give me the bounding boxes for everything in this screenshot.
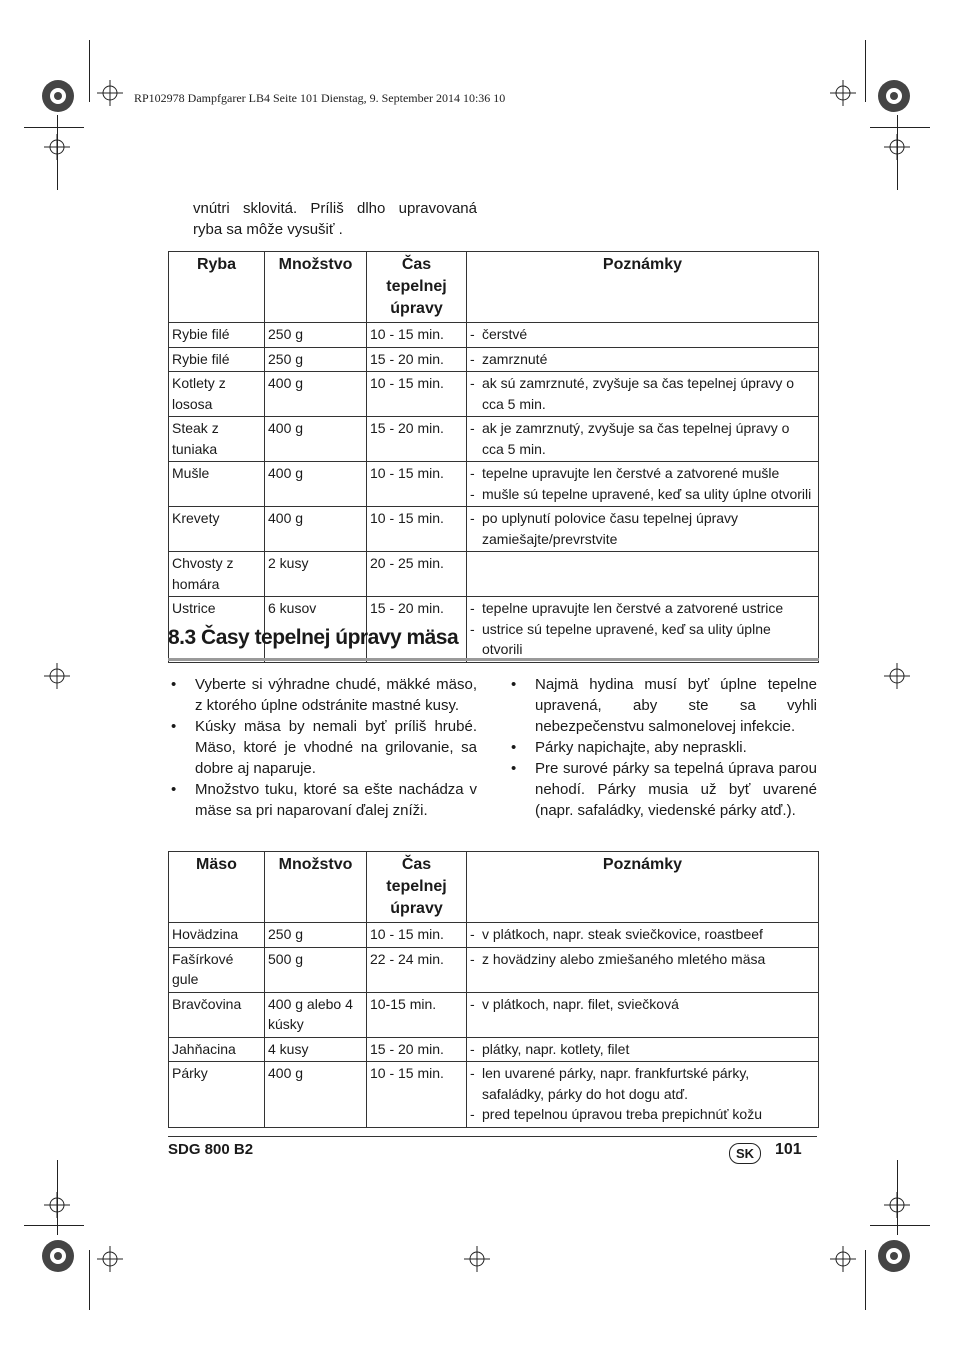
cell-name: Chvosty z homára xyxy=(169,552,265,597)
registration-mark-icon xyxy=(40,1238,76,1274)
cell-name: Mušle xyxy=(169,462,265,507)
note-item: - po uplynutí polovice času tepelnej úpravy zamiešajte/prevrstvite xyxy=(470,508,815,549)
note-item: - plátky, napr. kotlety, filet xyxy=(470,1039,815,1060)
model-number: SDG 800 B2 xyxy=(168,1141,254,1158)
cell-time: 22 - 24 min. xyxy=(367,947,467,992)
crosshair-icon xyxy=(97,1246,123,1272)
cell-name: Fašírkové gule xyxy=(169,947,265,992)
cell-amount: 400 g xyxy=(265,462,367,507)
cell-notes xyxy=(467,1062,819,1128)
cell-time: 20 - 25 min. xyxy=(367,552,467,597)
cell-name: Kotlety z lososa xyxy=(169,372,265,417)
note-item: - pred tepelnou úpravou treba prepichnúť kožu xyxy=(470,1104,815,1125)
cell-amount: 250 g xyxy=(265,323,367,348)
table-row xyxy=(169,347,819,372)
cell-name: Steak z tuniaka xyxy=(169,417,265,462)
cell-time: 10 - 15 min. xyxy=(367,923,467,948)
note-item: - ustrice sú tepelne upravené, keď sa ulity úplne otvorili xyxy=(470,619,815,660)
cell-notes xyxy=(467,1037,819,1062)
table-row xyxy=(169,1062,819,1128)
cell-name: Hovädzina xyxy=(169,923,265,948)
cell-amount: 400 g xyxy=(265,1062,367,1128)
column-header: Poznámky xyxy=(467,852,819,923)
intro-line: ryba sa môže vysušiť . xyxy=(193,221,343,238)
cell-name: Ustrice xyxy=(169,597,265,663)
language-badge: SK xyxy=(729,1143,761,1164)
cell-notes xyxy=(467,417,819,462)
cell-notes xyxy=(467,323,819,348)
crop-mark xyxy=(24,127,84,128)
column-header: Množstvo xyxy=(265,252,367,323)
cell-time: 10 - 15 min. xyxy=(367,1062,467,1128)
bullet-list-right xyxy=(508,674,817,821)
cell-notes xyxy=(467,462,819,507)
table-row xyxy=(169,323,819,348)
column-header: Čas tepelnej úpravy xyxy=(367,252,467,323)
note-item: - čerstvé xyxy=(470,324,815,345)
crop-mark xyxy=(870,127,930,128)
cell-notes xyxy=(467,597,819,663)
print-slug: RP102978 Dampfgarer LB4 Seite 101 Dienstag, 9. September 2014 10:36 10 xyxy=(134,91,506,105)
table-row xyxy=(169,552,819,597)
cell-amount: 400 g xyxy=(265,417,367,462)
registration-mark-icon xyxy=(876,1238,912,1274)
bullet-list-left xyxy=(168,674,477,821)
cell-name: Krevety xyxy=(169,507,265,552)
cell-notes xyxy=(467,347,819,372)
note-item: - ak sú zamrznuté, zvyšuje sa čas tepelnej úpravy o cca 5 min. xyxy=(470,373,815,414)
list-item: • Pre surové párky sa tepelná úprava parou nehodí. Párky musia už byť uvarené (napr. safaládky, viedenské párky atď.). xyxy=(508,758,817,821)
column-header: Množstvo xyxy=(265,852,367,923)
cell-time: 10 - 15 min. xyxy=(367,323,467,348)
note-item: - v plátkoch, napr. steak sviečkovice, roastbeef xyxy=(470,924,815,945)
crosshair-icon xyxy=(44,1192,70,1218)
crosshair-icon xyxy=(464,1246,490,1272)
table-row xyxy=(169,947,819,992)
note-item: - zamrznuté xyxy=(470,349,815,370)
footer-divider xyxy=(168,1136,817,1137)
cell-amount: 2 kusy xyxy=(265,552,367,597)
note-item: - tepelne upravujte len čerstvé a zatvorené mušle xyxy=(470,463,815,484)
page-number: 101 xyxy=(775,1141,802,1158)
note-item: - ak je zamrznutý, zvyšuje sa čas tepelnej úpravy o cca 5 min. xyxy=(470,418,815,459)
intro-line: vnútri sklovitá. Príliš dlho upravovaná xyxy=(193,200,477,217)
column-header: Mäso xyxy=(169,852,265,923)
cell-time: 10 - 15 min. xyxy=(367,462,467,507)
cell-amount: 400 g alebo 4 kúsky xyxy=(265,992,367,1037)
cell-notes xyxy=(467,947,819,992)
crop-mark xyxy=(24,1225,84,1226)
note-item: - tepelne upravujte len čerstvé a zatvorené ustrice xyxy=(470,598,815,619)
section-divider xyxy=(168,658,819,661)
crop-mark xyxy=(870,1225,930,1226)
crosshair-icon xyxy=(97,80,123,106)
table-row xyxy=(169,462,819,507)
list-item: • Najmä hydina musí byť úplne tepelne upravená, aby ste sa vyhli nebezpečenstvu salmonelovej infekcie. xyxy=(508,674,817,737)
cell-time: 10 - 15 min. xyxy=(367,372,467,417)
cell-time: 15 - 20 min. xyxy=(367,597,467,663)
crop-mark xyxy=(89,1250,90,1310)
note-item: - len uvarené párky, napr. frankfurtské párky, safaládky, párky do hot dogu atď. xyxy=(470,1063,815,1104)
table-row xyxy=(169,507,819,552)
crosshair-icon xyxy=(830,80,856,106)
crosshair-icon xyxy=(884,1192,910,1218)
cell-notes xyxy=(467,923,819,948)
cell-amount: 250 g xyxy=(265,923,367,948)
table-row xyxy=(169,372,819,417)
list-item: • Vyberte si výhradne chudé, mäkké mäso, z ktorého úplne odstránite mastné kusy. xyxy=(168,674,477,716)
list-item: • Párky napichajte, aby nepraskli. xyxy=(508,737,817,758)
cell-amount: 4 kusy xyxy=(265,1037,367,1062)
crop-mark xyxy=(89,40,90,102)
cell-name: Rybie filé xyxy=(169,347,265,372)
list-item: • Množstvo tuku, ktoré sa ešte nachádza v mäse sa pri naparovaní ďalej zníži. xyxy=(168,779,477,821)
column-header: Poznámky xyxy=(467,252,819,323)
cell-amount: 250 g xyxy=(265,347,367,372)
crop-mark xyxy=(865,1250,866,1310)
crop-mark xyxy=(865,40,866,102)
list-item: • Kúsky mäsa by nemali byť príliš hrubé. Mäso, ktoré je vhodné na grilovanie, sa dobre aj naparuje. xyxy=(168,716,477,779)
table-row xyxy=(169,1037,819,1062)
cell-notes xyxy=(467,507,819,552)
cell-amount: 6 kusov xyxy=(265,597,367,663)
section-title: 8.3 Časy tepelnej úpravy mäsa xyxy=(168,626,459,649)
cell-amount: 400 g xyxy=(265,507,367,552)
crosshair-icon xyxy=(830,1246,856,1272)
table-row xyxy=(169,992,819,1037)
cell-time: 15 - 20 min. xyxy=(367,417,467,462)
cell-name: Rybie filé xyxy=(169,323,265,348)
note-item: - mušle sú tepelne upravené, keď sa ulity úplne otvorili xyxy=(470,484,815,505)
note-item: - z hovädziny alebo zmiešaného mletého mäsa xyxy=(470,949,815,970)
registration-mark-icon xyxy=(40,78,76,114)
crosshair-icon xyxy=(44,663,70,689)
cell-amount: 400 g xyxy=(265,372,367,417)
cell-time: 10-15 min. xyxy=(367,992,467,1037)
intro-text xyxy=(193,198,477,240)
crosshair-icon xyxy=(884,134,910,160)
cell-time: 15 - 20 min. xyxy=(367,1037,467,1062)
cell-name: Párky xyxy=(169,1062,265,1128)
cell-notes xyxy=(467,992,819,1037)
crosshair-icon xyxy=(44,134,70,160)
cell-time: 10 - 15 min. xyxy=(367,507,467,552)
cell-notes xyxy=(467,552,819,597)
crosshair-icon xyxy=(884,663,910,689)
cell-time: 15 - 20 min. xyxy=(367,347,467,372)
column-header: Ryba xyxy=(169,252,265,323)
table-row xyxy=(169,923,819,948)
cell-name: Jahňacina xyxy=(169,1037,265,1062)
fish-cooking-table xyxy=(168,251,819,663)
registration-mark-icon xyxy=(876,78,912,114)
meat-cooking-table xyxy=(168,851,819,1128)
cell-amount: 500 g xyxy=(265,947,367,992)
table-row xyxy=(169,417,819,462)
note-item: - v plátkoch, napr. filet, sviečková xyxy=(470,994,815,1015)
cell-notes xyxy=(467,372,819,417)
column-header: Čas tepelnej úpravy xyxy=(367,852,467,923)
cell-name: Bravčovina xyxy=(169,992,265,1037)
